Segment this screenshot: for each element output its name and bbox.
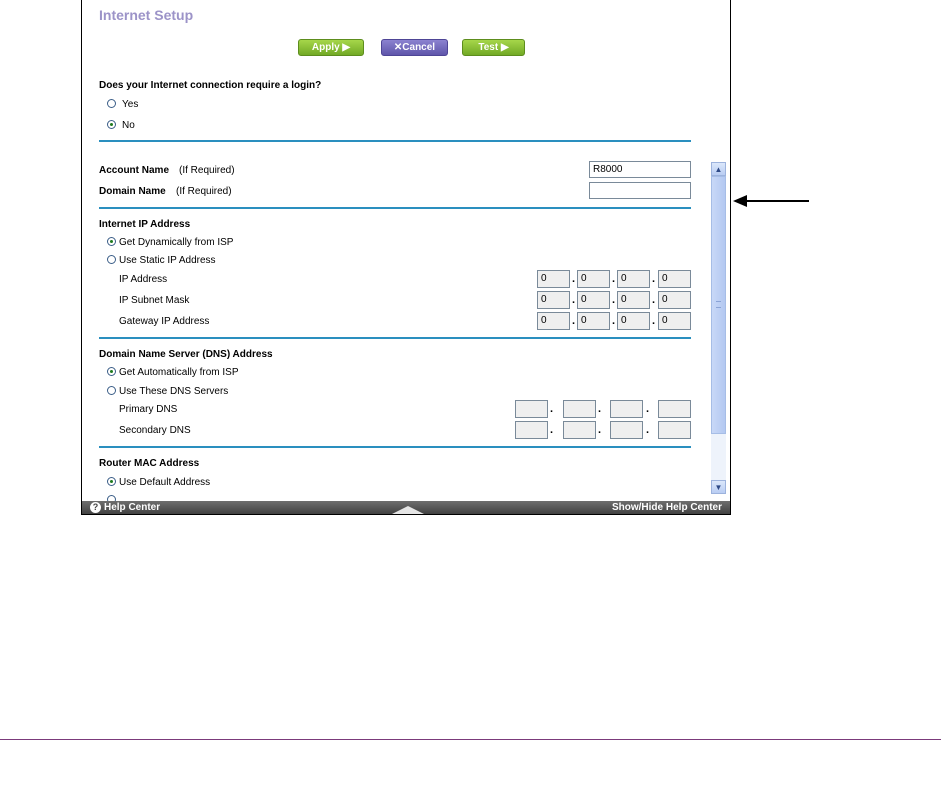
- gateway-ip-octet[interactable]: 0: [658, 312, 691, 330]
- ip-address-label: IP Address: [119, 274, 168, 285]
- mac-default-radio[interactable]: [107, 477, 116, 486]
- octet-separator: .: [572, 294, 576, 306]
- octet-separator: .: [646, 424, 650, 436]
- subnet-mask-octet[interactable]: 0: [537, 291, 570, 309]
- gateway-ip-octet[interactable]: 0: [617, 312, 650, 330]
- octet-separator: .: [652, 273, 656, 285]
- secondary-dns-octet[interactable]: [563, 421, 596, 439]
- ip-address-octet[interactable]: 0: [658, 270, 691, 288]
- section-divider: [99, 337, 691, 339]
- gateway-ip-octet[interactable]: 0: [577, 312, 610, 330]
- internet-setup-panel: [81, 0, 731, 515]
- dns-auto-radio[interactable]: [107, 367, 116, 376]
- ip-address-octet[interactable]: 0: [617, 270, 650, 288]
- show-hide-help-link[interactable]: Show/Hide Help Center: [611, 502, 722, 513]
- octet-separator: .: [598, 424, 602, 436]
- ip-address-octet[interactable]: 0: [537, 270, 570, 288]
- apply-button[interactable]: Apply ▶: [298, 39, 364, 56]
- subnet-mask-octet[interactable]: 0: [617, 291, 650, 309]
- domain-name-hint: (If Required): [176, 186, 232, 197]
- callout-arrow-line: [745, 200, 809, 202]
- login-question: Does your Internet connection require a login?: [99, 80, 322, 91]
- octet-separator: .: [572, 315, 576, 327]
- account-name-label: Account Name: [99, 165, 170, 176]
- ip-static-label: Use Static IP Address: [119, 255, 216, 266]
- octet-separator: .: [612, 273, 616, 285]
- secondary-dns-label: Secondary DNS: [119, 425, 191, 436]
- primary-dns-label: Primary DNS: [119, 404, 178, 415]
- secondary-dns-octet[interactable]: [610, 421, 643, 439]
- octet-separator: .: [572, 273, 576, 285]
- login-no-radio[interactable]: [107, 120, 116, 129]
- domain-name-label: Domain Name: [99, 186, 166, 197]
- octet-separator: .: [646, 403, 650, 415]
- ip-dynamic-radio[interactable]: [107, 237, 116, 246]
- page-title: Internet Setup: [99, 7, 194, 23]
- help-icon[interactable]: ?: [90, 502, 101, 513]
- help-center-link[interactable]: Help Center: [104, 502, 161, 513]
- primary-dns-octet[interactable]: [515, 400, 548, 418]
- ip-static-radio[interactable]: [107, 255, 116, 264]
- subnet-mask-label: IP Subnet Mask: [119, 295, 190, 306]
- primary-dns-octet[interactable]: [563, 400, 596, 418]
- account-name-input[interactable]: R8000: [589, 161, 691, 178]
- gateway-ip-label: Gateway IP Address: [119, 316, 210, 327]
- primary-dns-octet[interactable]: [610, 400, 643, 418]
- octet-separator: .: [652, 294, 656, 306]
- login-no-label: No: [122, 120, 135, 131]
- octet-separator: .: [550, 424, 554, 436]
- grip-icon: [716, 301, 721, 308]
- gateway-ip-octet[interactable]: 0: [537, 312, 570, 330]
- router-mac-heading: Router MAC Address: [99, 458, 200, 469]
- ip-dynamic-label: Get Dynamically from ISP: [119, 237, 234, 248]
- octet-separator: .: [612, 294, 616, 306]
- scroll-thumb[interactable]: [711, 176, 726, 434]
- secondary-dns-octet[interactable]: [515, 421, 548, 439]
- test-button[interactable]: Test ▶: [462, 39, 525, 56]
- login-yes-radio[interactable]: [107, 99, 116, 108]
- octet-separator: .: [652, 315, 656, 327]
- page-bottom-rule: [0, 739, 941, 740]
- secondary-dns-octet[interactable]: [658, 421, 691, 439]
- subnet-mask-octet[interactable]: 0: [577, 291, 610, 309]
- section-divider: [99, 140, 691, 142]
- scroll-up-icon[interactable]: ▲: [711, 162, 726, 176]
- internet-ip-heading: Internet IP Address: [99, 219, 191, 230]
- help-center-bar: [82, 501, 731, 515]
- dns-manual-radio[interactable]: [107, 386, 116, 395]
- octet-separator: .: [612, 315, 616, 327]
- mac-default-label: Use Default Address: [119, 477, 211, 488]
- collapse-arrow-icon[interactable]: [390, 506, 426, 515]
- section-divider: [99, 446, 691, 448]
- octet-separator: .: [598, 403, 602, 415]
- scroll-down-icon[interactable]: ▼: [711, 480, 726, 494]
- octet-separator: .: [550, 403, 554, 415]
- dns-auto-label: Get Automatically from ISP: [119, 367, 239, 378]
- subnet-mask-octet[interactable]: 0: [658, 291, 691, 309]
- section-divider: [99, 207, 691, 209]
- ip-address-octet[interactable]: 0: [577, 270, 610, 288]
- cancel-button[interactable]: ✕Cancel: [381, 39, 448, 56]
- vertical-scrollbar[interactable]: [711, 162, 726, 494]
- primary-dns-octet[interactable]: [658, 400, 691, 418]
- account-name-hint: (If Required): [179, 165, 235, 176]
- dns-manual-label: Use These DNS Servers: [119, 386, 229, 397]
- dns-heading: Domain Name Server (DNS) Address: [99, 349, 273, 360]
- login-yes-label: Yes: [122, 99, 139, 110]
- domain-name-input[interactable]: [589, 182, 691, 199]
- callout-arrow-icon: [733, 195, 747, 207]
